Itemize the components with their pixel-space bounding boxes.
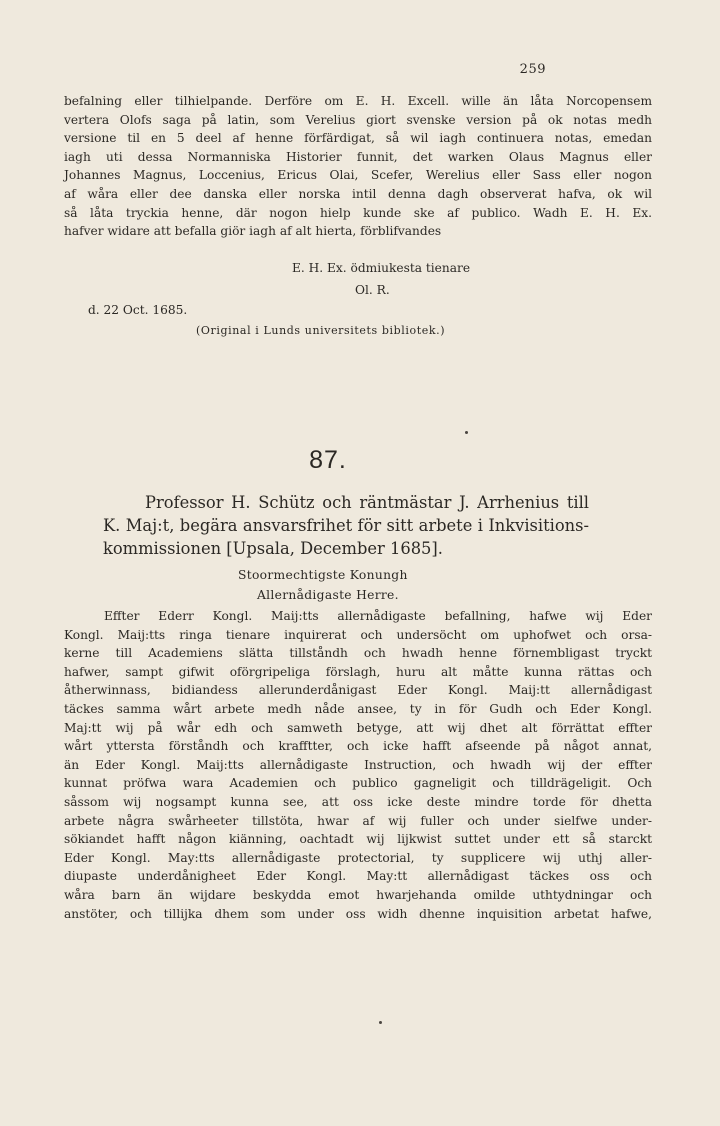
text-line: kerne till Academiens slätta tillståndh och hwadh henne förnembligast tryckt — [64, 646, 652, 661]
text-line: iagh uti dessa Normanniska Historier funnit, det warken Olaus Magnus eller — [64, 149, 652, 164]
text-line: täckes samma wårt arbete medh nåde ansee, ty in för Gudh och Eder Kongl. — [64, 701, 652, 716]
text-line: wåra barn än wijdare beskydda emot hwarjehanda omilde uthtydningar och — [64, 887, 652, 902]
text-line: Maj:tt wij på wår edh och samweth betyge, att wij dhet alt förrättat effter — [64, 720, 652, 735]
letter-date: d. 22 Oct. 1685. — [88, 303, 188, 317]
text-line: så låta tryckia henne, där nogon hielp kunde ske af publico. Wadh E. H. Ex. — [64, 205, 652, 220]
source-note: (Original i Lunds universitets bibliotek.) — [196, 324, 446, 337]
page-number: 259 — [519, 62, 546, 77]
text-line: såssom wij nogsampt kunna see, att oss icke deste mindre torde för dhetta — [64, 794, 652, 809]
heading-line: kommissionen [Upsala, December 1685]. — [103, 539, 443, 558]
text-line: sökiandet hafft någon kiänning, oachtadt wij lijkwist suttet under ett så starckt — [64, 832, 652, 847]
document-number: 87. — [309, 446, 347, 474]
text-line: Effter Ederr Kongl. Maij:tts allernådigaste befallning, hafwe wij Eder — [104, 609, 652, 623]
text-line: vertera Olofs saga på latin, som Verelius giort svenske version på ok notas medh — [64, 112, 652, 127]
letter-continuation — [64, 92, 652, 241]
text-line: wårt yttersta förståndh och krafftter, och icke hafft afseende på något annat, — [64, 739, 652, 754]
heading-line: K. Maj:t, begära ansvarsfrihet för sitt arbete i Inkvisitions- — [103, 516, 589, 535]
signature-line: E. H. Ex. ödmiukesta tienare — [292, 261, 471, 275]
specks — [465, 431, 468, 434]
text-line: befalning eller tilhielpande. Derföre om E. H. Excell. wille än låta Norcopensem — [64, 94, 652, 108]
text-line: Kongl. Maij:tts ringa tienare inquirerat och undersöcht om uphofwet och orsa- — [64, 627, 652, 642]
text-line: åtherwinnass, bidiandess allerunderdånigast Eder Kongl. Maij:tt allernådigast — [64, 683, 652, 698]
salutation-line: Allernådigaste Herre. — [257, 588, 399, 602]
text-line: Eder Kongl. May:tts allernådigaste protectorial, ty supplicere wij uthj aller- — [64, 850, 652, 865]
specks — [379, 1021, 382, 1024]
text-line: hafwer, sampt gifwit oförgripeliga förslagh, huru alt måtte kunna rättas och — [64, 664, 652, 679]
text-line: versione til en 5 deel af henne förfärdigat, så wil iagh continuera notas, emedan — [64, 131, 652, 146]
text-line: arbete några swårheeter tillstöta, hwar af wij fuller och under sielfwe under- — [64, 813, 652, 828]
letter-body — [64, 607, 652, 923]
signature-initials: Ol. R. — [355, 283, 390, 297]
text-line: kunnat pröfwa wara Academien och publico gagneligit och tilldrägeligit. Och — [64, 776, 652, 791]
salutation-line: Stoormechtigste Konungh — [238, 568, 408, 582]
heading-line: Professor H. Schütz och räntmästar J. Arrhenius till — [145, 493, 589, 512]
text-line: än Eder Kongl. Maij:tts allernådigaste Instruction, och hwadh wij der effter — [64, 757, 652, 772]
text-line: anstöter, och tillijka dhem som under oss widh dhenne inquisition arbetat hafwe, — [64, 906, 652, 921]
document-heading — [103, 491, 589, 560]
text-line: hafver widare att befalla giör iagh af alt hierta, förblifvandes — [64, 224, 442, 239]
text-line: af wåra eller dee danska eller norska intil denna dagh observerat hafva, ok wil — [64, 186, 652, 201]
text-line: diupaste underdånigheet Eder Kongl. May:tt allernådigast täckes oss och — [64, 869, 652, 884]
text-line: Johannes Magnus, Loccenius, Ericus Olai, Scefer, Werelius eller Sass eller nogon — [64, 168, 652, 183]
